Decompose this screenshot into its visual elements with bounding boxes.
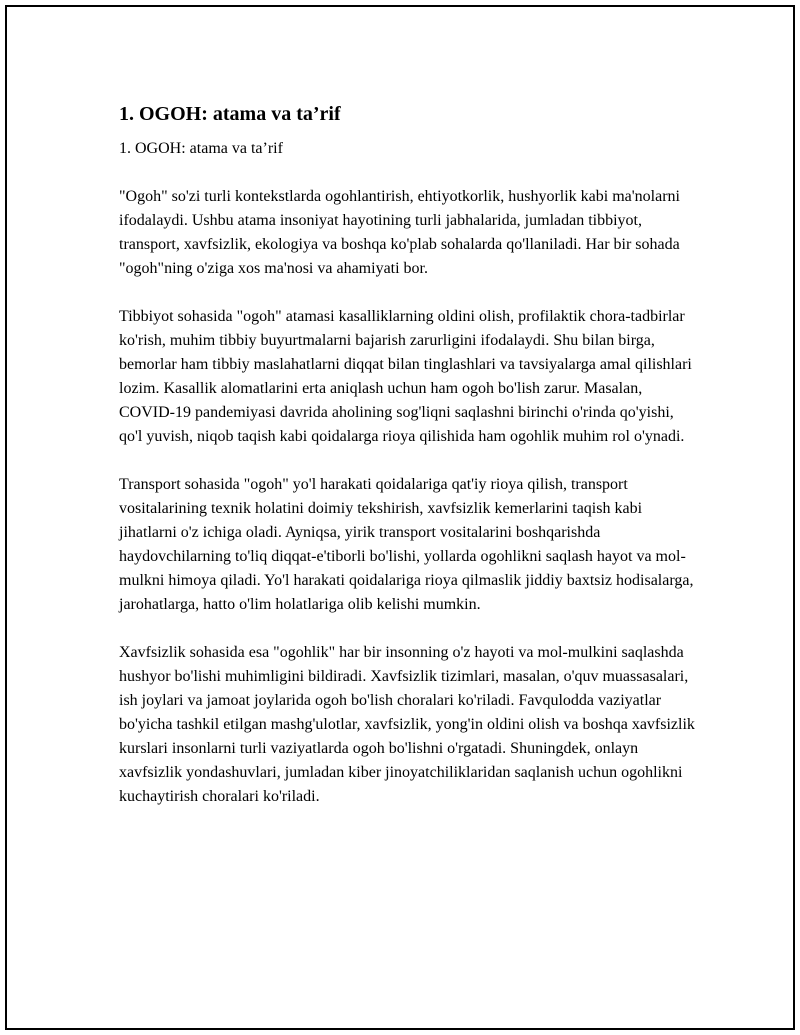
- document-page: [5, 5, 795, 1030]
- paragraph-intro: "Ogoh" so'zi turli kontekstlarda ogohlantirish, ehtiyotkorlik, hushyorlik kabi ma'nolarni ifodalaydi. Ushbu atama insoniyat hayotining turli jabhalarida, jumladan tibbiyot, transport, xavfsizlik, ekologiya va boshqa ko'plab sohalarda qo'llaniladi. Har bir sohada "ogoh"ning o'ziga xos ma'nosi va ahamiyati bor.: [119, 188, 680, 277]
- document-heading: 1. OGOH: atama va ta’rif: [119, 103, 341, 125]
- document-content: [119, 101, 699, 833]
- paragraph-security: Xavfsizlik sohasida esa "ogohlik" har bir insonning o'z hayoti va mol-mulkini saqlashda hushyor bo'lishi muhimligini bildiradi. Xavfsizlik tizimlari, masalan, o'quv muassasalari, ish joylari va jamoat joylarida ogoh bo'lish choralari ko'riladi. Favqulodda vaziyatlar bo'yicha tashkil etilgan mashg'ulotlar, xavfsizlik, yong'in oldini olish va boshqa xavfsizlik kurslari insonlarni turli vaziyatlarda ogoh bo'lishni o'rgatadi. Shuningdek, onlayn xavfsizlik yondashuvlari, jumladan kiber jinoyatchiliklaridan saqlanish uchun ogohlikni kuchaytirish choralari ko'riladi.: [119, 644, 695, 805]
- paragraph-transport: Transport sohasida "ogoh" yo'l harakati qoidalariga qat'iy rioya qilish, transport vositalarining texnik holatini doimiy tekshirish, xavfsizlik kemerlarini taqish kabi jihatlarni o'z ichiga oladi. Ayniqsa, yirik transport vositalarini boshqarishda haydovchilarning to'liq diqqat-e'tiborli bo'lishi, yollarda ogohlikni saqlash hayot va mol-mulkni himoya qiladi. Yo'l harakati qoidalariga rioya qilmaslik jiddiy baxtsiz hodisalarga, jarohatlarga, hatto o'lim holatlariga olib kelishi mumkin.: [119, 476, 694, 613]
- paragraph-medicine: Tibbiyot sohasida "ogoh" atamasi kasalliklarning oldini olish, profilaktik chora-tadbirlar ko'rish, muhim tibbiy buyurtmalarni bajarish zarurligini ifodalaydi. Shu bilan birga, bemorlar ham tibbiy maslahatlarni diqqat bilan tinglashlari va tavsiyalarga amal qilishlari lozim. Kasallik alomatlarini erta aniqlash uchun ham ogoh bo'lish zarur. Masalan, COVID-19 pandemiyasi davrida aholining sog'liqni saqlashni birinchi o'rinda qo'yishi, qo'l yuvish, niqob taqish kabi qoidalarga rioya qilishida ham ogohlik muhim rol o'ynadi.: [119, 308, 692, 445]
- document-subheading: 1. OGOH: atama va ta’rif: [119, 140, 283, 157]
